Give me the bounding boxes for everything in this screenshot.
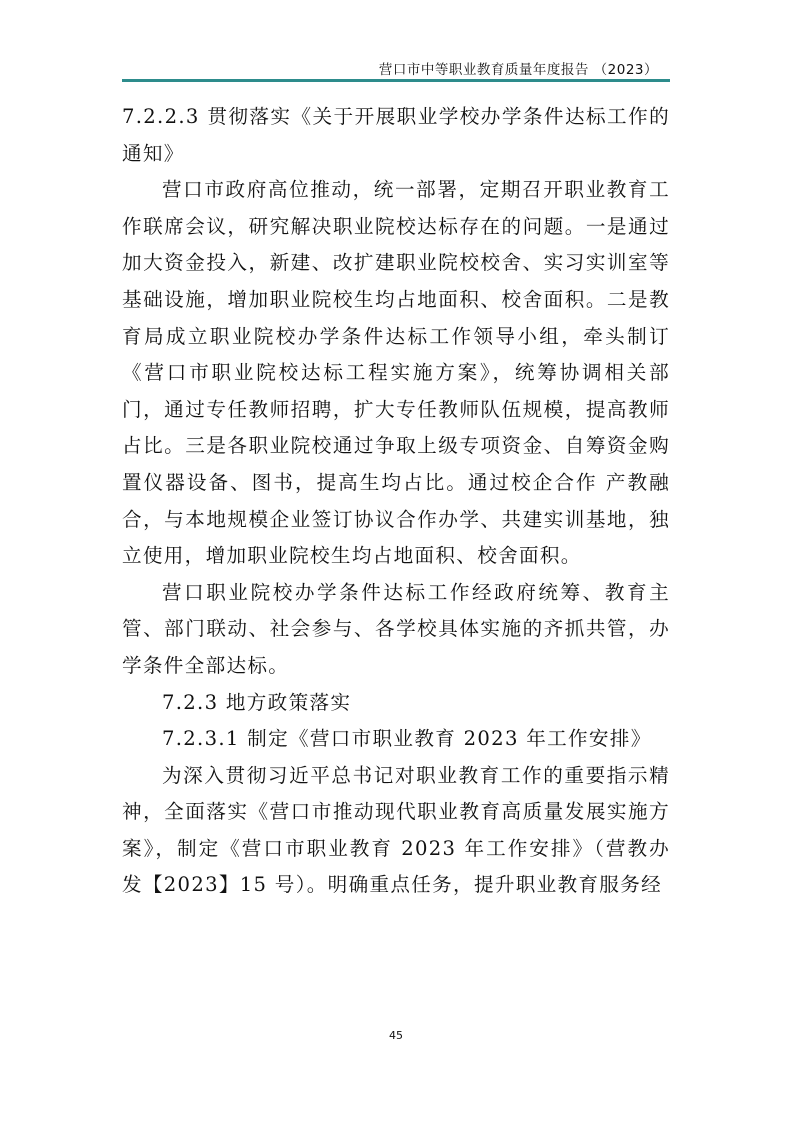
section-heading-7-2-2-3: 7.2.2.3 贯彻落实《关于开展职业学校办学条件达标工作的通知》 — [122, 105, 670, 165]
body-paragraph: 营口市政府高位推动，统一部署，定期召开职业教育工作联席会议，研究解决职业院校达标存在的问题。一是通过加大资金投入，新建、改扩建职业院校校舍、实习实训室等基础设施，增加职业院校生均占地面积、校舍面积。二是教育局成立职业院校办学条件达标工作领导小组，牵头制订《营口市职业院校达标工程实施方案》，统筹协调相关部门，通过专任教师招聘，扩大专任教师队伍规模，提高教师占比。三是各职业院校通过争取上级专项资金、自筹资金购置仪器设备、图书，提高生均占比。通过校企合作 产教融合，与本地规模企业签订协议合作办学、共建实训基地，独立使用，增加职业院校生均占地面积、校舍面积。 — [122, 178, 670, 568]
page-header — [122, 56, 670, 80]
section-heading-7-2-3: 7.2.3 地方政策落实 — [162, 690, 352, 714]
page-number: 45 — [389, 1029, 403, 1042]
document-body — [122, 99, 670, 904]
header-rule — [122, 79, 670, 82]
body-paragraph: 为深入贯彻习近平总书记对职业教育工作的重要指示精神，全面落实《营口市推动现代职业教育高质量发展实施方案》，制定《营口市职业教育 2023 年工作安排》（营教办发【2023】15 号）。明确重点任务，提升职业教育服务经 — [122, 763, 670, 897]
section-heading-7-2-3-1: 7.2.3.1 制定《营口市职业教育 2023 年工作安排》 — [162, 727, 652, 751]
header-title: 营口市中等职业教育质量年度报告 （2023） — [378, 62, 658, 78]
body-paragraph: 营口职业院校办学条件达标工作经政府统筹、教育主管、部门联动、社会参与、各学校具体实施的齐抓共管，办学条件全部达标。 — [122, 580, 670, 677]
